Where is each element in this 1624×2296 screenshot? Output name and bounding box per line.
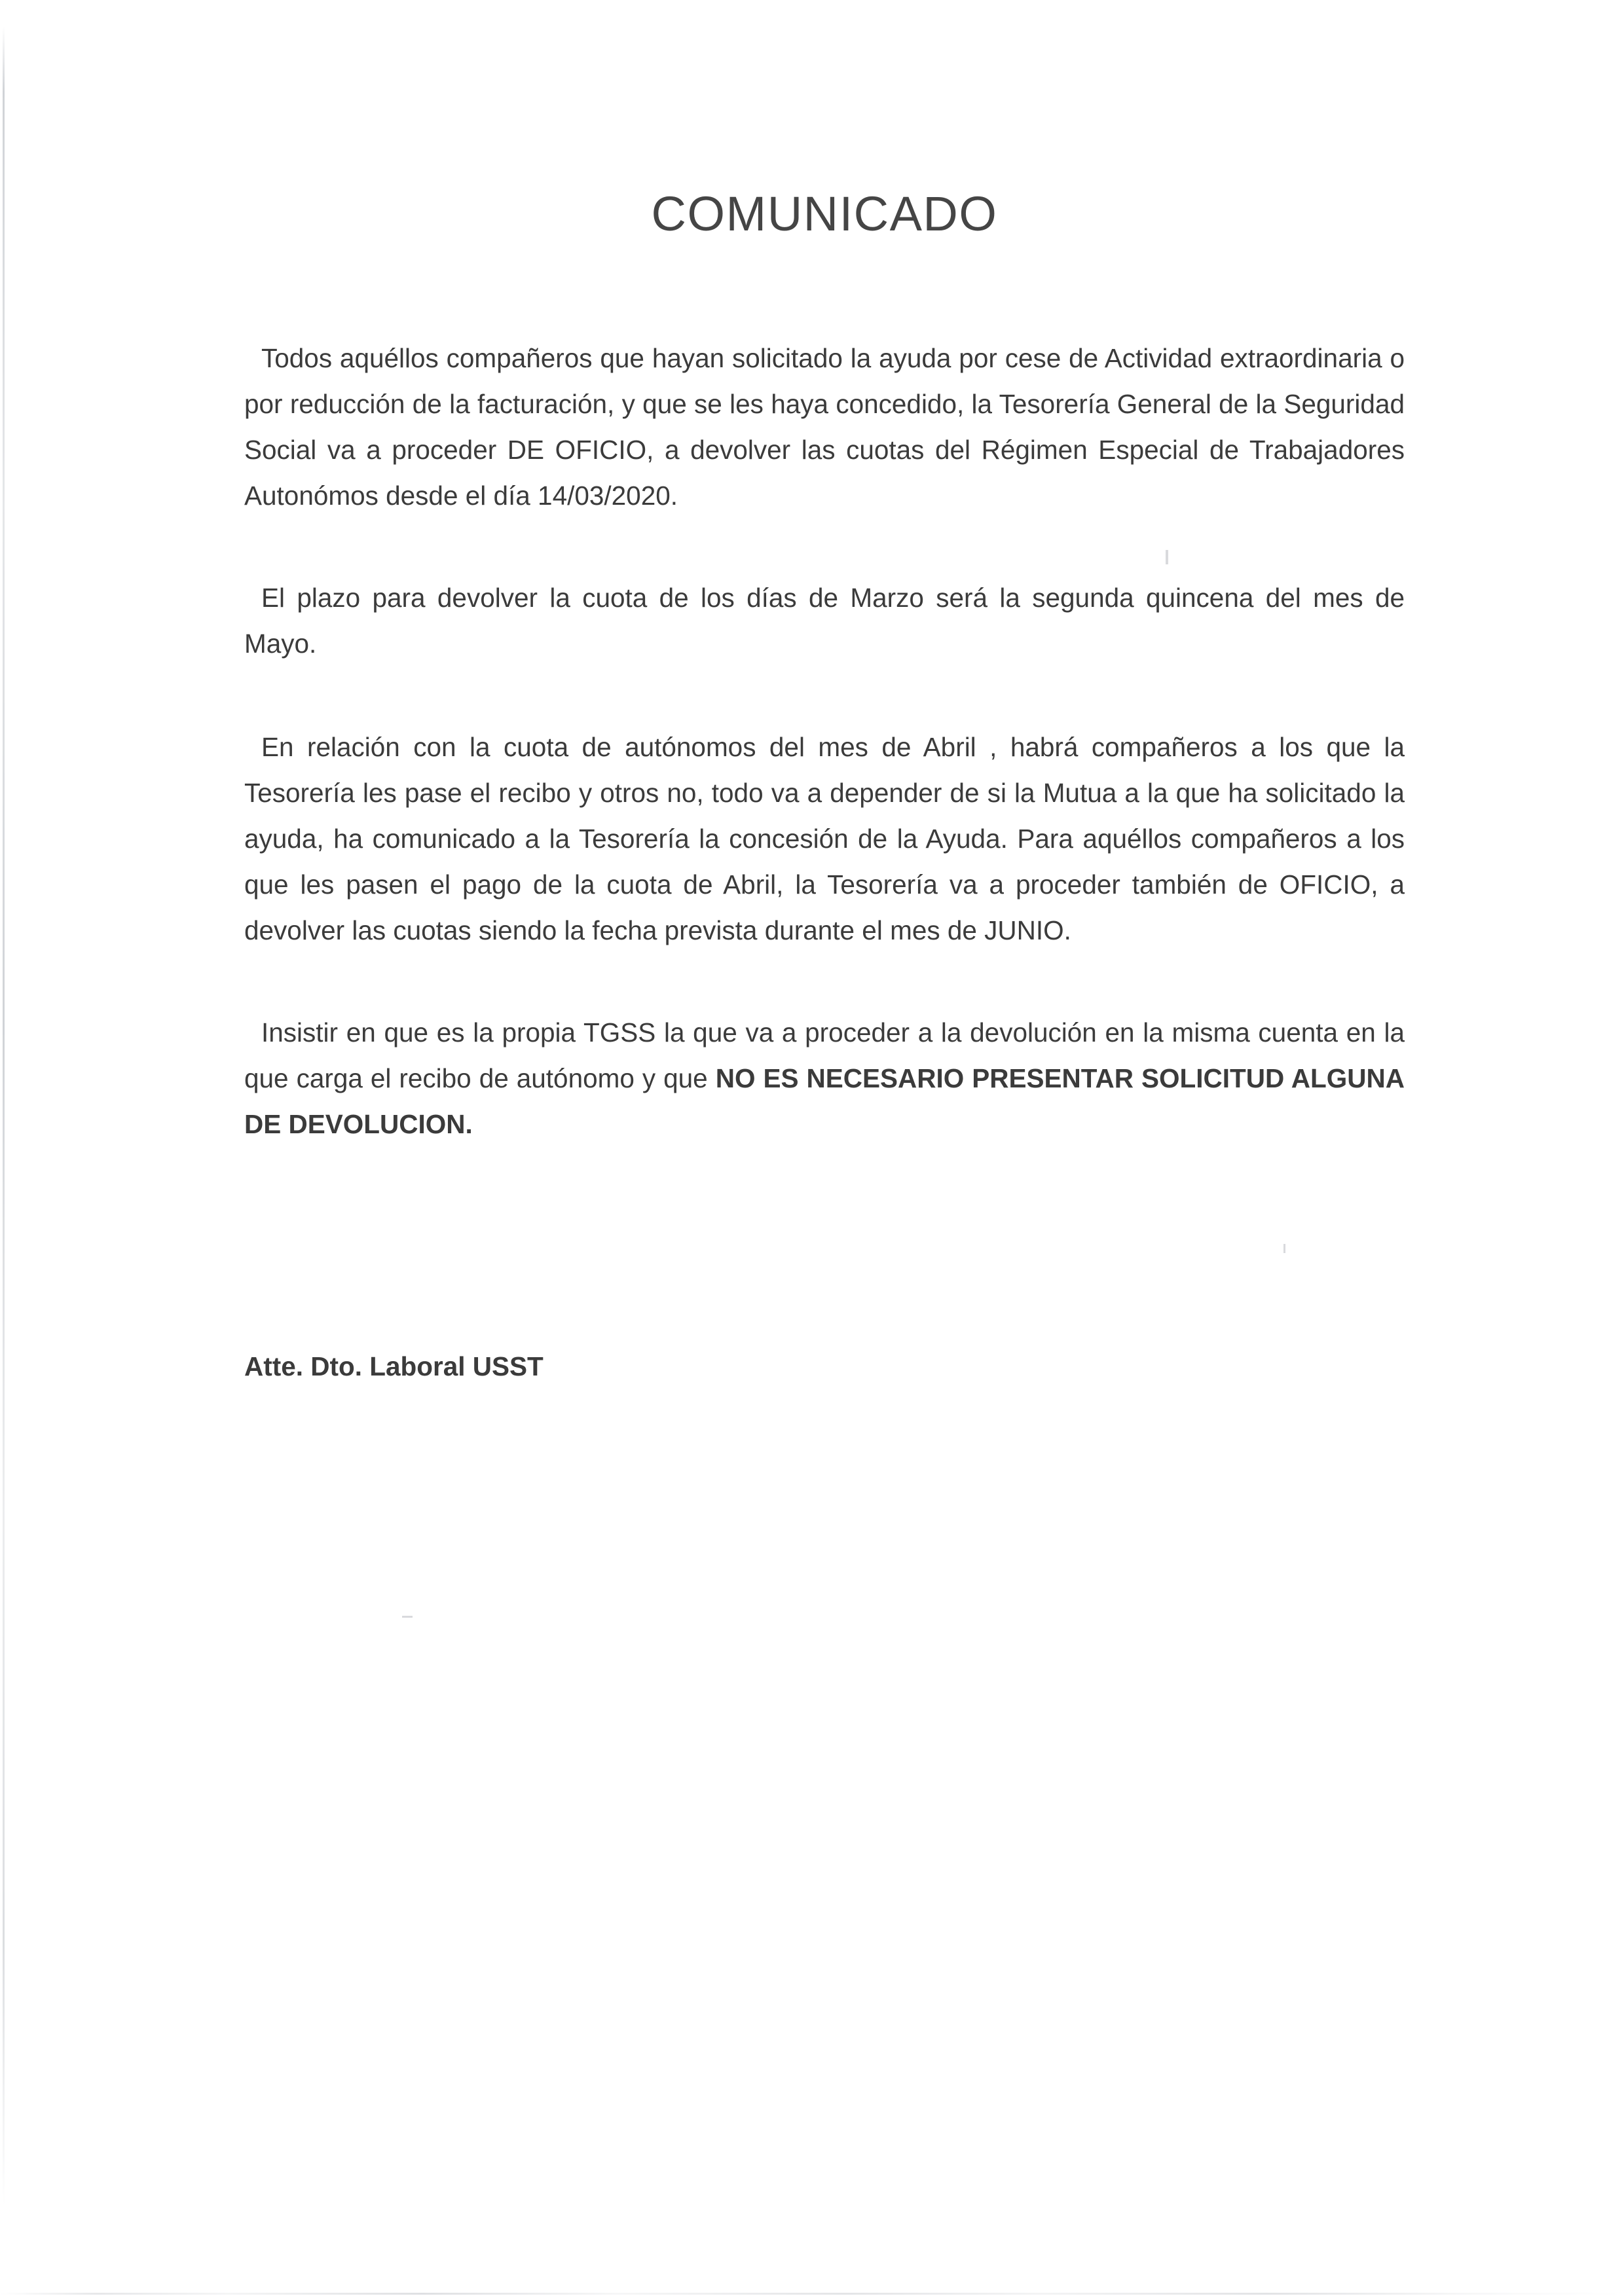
paragraph-4 bbox=[244, 1010, 1405, 1147]
document-body bbox=[244, 335, 1405, 1389]
paragraph-4-lead-text: Insistir en que es la propia TGSS la que va a proceder a la devolución en la misma cuenta en la que carga el recibo de autónomo y que bbox=[244, 1017, 1405, 1093]
paragraph-spacer bbox=[244, 953, 1405, 1010]
paragraph-spacer bbox=[244, 519, 1405, 575]
document-content bbox=[244, 0, 1405, 1389]
signature-block bbox=[244, 1343, 1405, 1389]
page-title: COMUNICADO bbox=[651, 187, 998, 241]
paragraph-2: El plazo para devolver la cuota de los días de Marzo será la segunda quincena del mes de Mayo. bbox=[244, 583, 1405, 659]
scan-streak-left-artifact bbox=[3, 26, 5, 2206]
paragraph-1: Todos aquéllos compañeros que hayan solicitado la ayuda por cese de Actividad extraordinaria o por reducción de la facturación, y que se les haya concedido, la Tesorería General de la Seguridad Social va a proceder DE OFICIO, a devolver las cuotas del Régimen Especial de Trabajadores Autonómos desde el día 14/03/2020. bbox=[244, 343, 1405, 511]
paragraph-spacer bbox=[244, 666, 1405, 724]
signature-line: Atte. Dto. Laboral USST bbox=[244, 1351, 544, 1381]
paragraph-4-emphasis-text: NO ES NECESARIO PRESENTAR SOLICITUD ALGUNA DE DEVOLUCION. bbox=[244, 1063, 1405, 1139]
paragraph-3: En relación con la cuota de autónomos del mes de Abril , habrá compañeros a los que la Tesorería les pase el recibo y otros no, todo va a depender de si la Mutua a la que ha solicitado la ayuda, ha comunicado a la Tesorería la concesión de la Ayuda. Para aquéllos compañeros a los que les pasen el pago de la cuota de Abril, la Tesorería va a proceder también de OFICIO, a devolver las cuotas siendo la fecha prevista durante el mes de JUNIO. bbox=[244, 732, 1405, 945]
scan-speck-artifact bbox=[402, 1616, 413, 1618]
scan-streak-bottom-artifact bbox=[0, 2293, 1624, 2295]
